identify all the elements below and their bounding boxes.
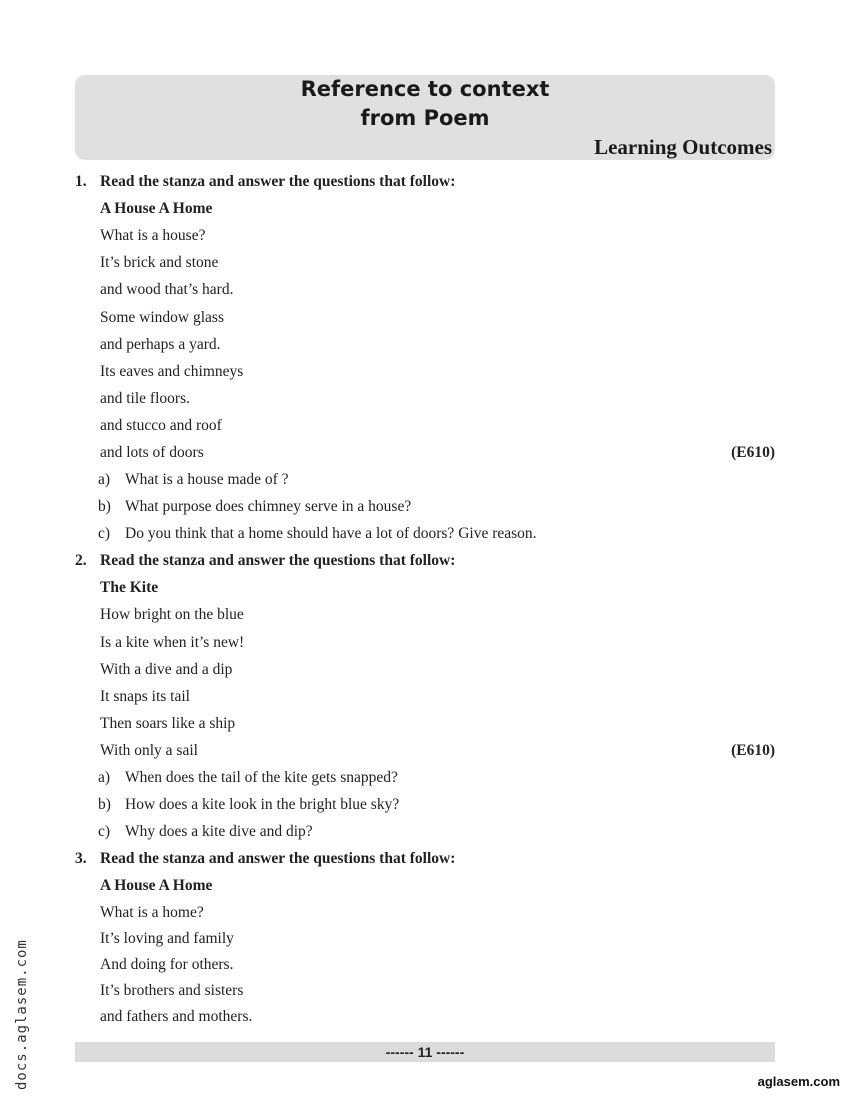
- poem-line: Is a kite when it’s new!: [100, 634, 245, 651]
- sub-question-text: When does the tail of the kite gets snapped?: [125, 769, 398, 786]
- poem-line: and wood that’s hard.: [100, 281, 234, 298]
- sub-question-text: Do you think that a home should have a lot of doors? Give reason.: [125, 525, 537, 542]
- question-2-poem-title: The Kite: [100, 579, 159, 596]
- poem-line: and stucco and roof: [100, 417, 222, 434]
- learning-outcomes-heading: Learning Outcomes: [594, 135, 772, 159]
- sub-question-letter: a): [98, 769, 111, 786]
- poem-line: and perhaps a yard.: [100, 336, 221, 353]
- question-3-instruction: Read the stanza and answer the questions that follow:: [100, 850, 456, 867]
- question-1-instruction: Read the stanza and answer the questions that follow:: [100, 173, 456, 190]
- sub-question-letter: b): [98, 498, 111, 515]
- footer-bar: [75, 1042, 775, 1062]
- brand-label: aglasem.com: [757, 1074, 840, 1089]
- poem-line: and tile floors.: [100, 390, 190, 407]
- question-3-poem-title: A House A Home: [100, 877, 213, 894]
- poem-line: What is a house?: [100, 227, 206, 244]
- page-title-line-1: Reference to context: [300, 77, 550, 101]
- question-1-poem-title: A House A Home: [100, 200, 213, 217]
- side-watermark: docs.aglasem.com: [14, 939, 30, 1090]
- page-number: ------ 11 ------: [385, 1044, 465, 1060]
- poem-line: It snaps its tail: [100, 688, 190, 705]
- section-banner: [75, 75, 775, 160]
- sub-question-text: How does a kite look in the bright blue sky?: [125, 796, 400, 813]
- sub-question-text: What is a house made of ?: [125, 471, 289, 488]
- poem-line: and lots of doors: [100, 444, 204, 461]
- poem-line: Then soars like a ship: [100, 715, 236, 732]
- sub-question-text: What purpose does chimney serve in a house?: [125, 498, 412, 515]
- poem-line: It’s loving and family: [100, 930, 234, 947]
- sub-question-letter: c): [98, 823, 111, 840]
- question-3-number: 3.: [75, 850, 87, 867]
- poem-line: and fathers and mothers.: [100, 1008, 253, 1025]
- sub-question-letter: a): [98, 471, 111, 488]
- poem-line: It’s brick and stone: [100, 254, 219, 271]
- poem-line: Its eaves and chimneys: [100, 363, 244, 380]
- poem-line: How bright on the blue: [100, 606, 244, 623]
- page-title-line-2: from Poem: [360, 106, 490, 130]
- question-1-code: (E610): [731, 444, 775, 461]
- sub-question-letter: c): [98, 525, 111, 542]
- poem-line: It’s brothers and sisters: [100, 982, 244, 999]
- poem-line: With only a sail: [100, 742, 198, 759]
- poem-line: Some window glass: [100, 309, 224, 326]
- poem-line: With a dive and a dip: [100, 661, 233, 678]
- question-2-code: (E610): [731, 742, 775, 759]
- question-1-number: 1.: [75, 173, 87, 190]
- question-2-instruction: Read the stanza and answer the questions that follow:: [100, 552, 456, 569]
- sub-question-text: Why does a kite dive and dip?: [125, 823, 313, 840]
- sub-question-letter: b): [98, 796, 111, 813]
- poem-line: What is a home?: [100, 904, 204, 921]
- poem-line: And doing for others.: [100, 956, 234, 973]
- question-2-number: 2.: [75, 552, 87, 569]
